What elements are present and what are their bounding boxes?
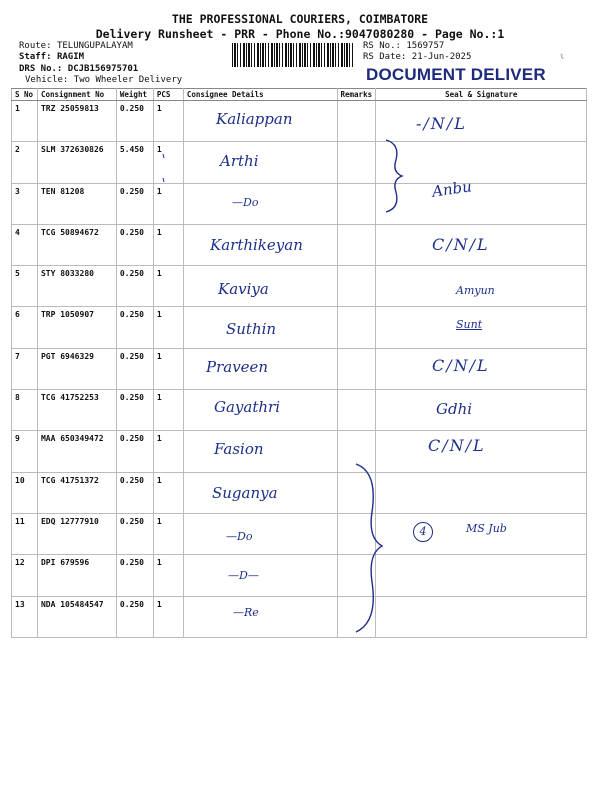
handwritten-signature: Amyun [456, 284, 495, 297]
vehicle-value: Two Wheeler Delivery [73, 75, 183, 85]
cell-consignee [183, 596, 337, 637]
drs-line: DRS No.: DCJB156975701 [19, 64, 139, 74]
company-title: THE PROFESSIONAL COURIERS, COIMBATORE [171, 12, 429, 26]
cell-consignment: NDA 105484547 [37, 596, 116, 637]
cell-pcs: 1 [153, 183, 183, 224]
col-consignment: Consignment No [37, 89, 116, 101]
cell-sno: 7 [12, 348, 38, 389]
group-brace-icon [380, 138, 410, 213]
cell-pcs: 1 [153, 513, 183, 554]
barcode [232, 43, 354, 67]
cell-consignment: TCG 41752253 [37, 390, 116, 431]
cell-remarks [337, 101, 376, 142]
staff-line: Staff: RAGIM [19, 52, 85, 62]
runsheet-table [11, 88, 587, 638]
cell-consignment: SLM 372630826 [37, 142, 116, 183]
cell-sno: 2 [12, 142, 38, 183]
handwritten-name: —Do [232, 196, 259, 209]
table-row [12, 142, 587, 183]
cell-weight: 0.250 [116, 307, 153, 348]
runsheet-subtitle: Delivery Runsheet - PRR - Phone No.:9047080280 - Page No.:1 [95, 27, 505, 41]
handwritten-name: Suthin [226, 320, 277, 338]
cell-consignee [183, 183, 337, 224]
cell-consignee [183, 142, 337, 183]
rs-no-value: 1569757 [406, 41, 445, 51]
cell-remarks [337, 348, 376, 389]
circled-count: 4 [413, 522, 433, 542]
rs-date-line: RS Date: 21-Jun-2025 [363, 52, 472, 62]
col-pcs: PCS [153, 89, 183, 101]
cell-sno: 8 [12, 390, 38, 431]
handwritten-signature: C/N/L [428, 436, 486, 455]
cell-consignment: MAA 650349472 [37, 431, 116, 472]
handwritten-signature: Anbu [430, 177, 473, 201]
table-header-row [12, 89, 587, 101]
table-row [12, 390, 587, 431]
cell-remarks [337, 266, 376, 307]
corner-scribble: ℓ [558, 51, 566, 62]
handwritten-name: Karthikeyan [210, 236, 303, 254]
cell-pcs: 1 [153, 431, 183, 472]
cell-remarks [337, 390, 376, 431]
cell-sno: 1 [12, 101, 38, 142]
cell-pcs: 1 [153, 224, 183, 265]
handwritten-signature: MS Jub [466, 522, 507, 535]
group-brace-icon [352, 462, 387, 634]
cell-weight: 0.250 [116, 224, 153, 265]
tick-mark-icon [161, 150, 167, 190]
table-row [12, 307, 587, 348]
cell-sno: 9 [12, 431, 38, 472]
col-sno: S No [12, 89, 38, 101]
cell-pcs: 1 [153, 596, 183, 637]
cell-remarks [337, 142, 376, 183]
col-remarks: Remarks [337, 89, 376, 101]
cell-sno: 6 [12, 307, 38, 348]
route-value: TELUNGUPALAYAM [56, 41, 133, 51]
cell-weight: 0.250 [116, 348, 153, 389]
cell-weight: 0.250 [116, 431, 153, 472]
cell-signature [376, 472, 587, 513]
cell-pcs: 1 [153, 390, 183, 431]
drs-value: DCJB156975701 [67, 64, 139, 74]
cell-weight: 0.250 [116, 596, 153, 637]
table-row [12, 431, 587, 472]
cell-consignee [183, 513, 337, 554]
cell-sno: 5 [12, 266, 38, 307]
cell-sno: 12 [12, 555, 38, 596]
rs-no-line: RS No.: 1569757 [363, 41, 445, 51]
handwritten-signature: -/N/L [416, 114, 467, 133]
handwritten-name: Praveen [206, 358, 269, 376]
cell-remarks [337, 183, 376, 224]
cell-sno: 10 [12, 472, 38, 513]
handwritten-name: —Re [233, 606, 259, 619]
table-row [12, 472, 587, 513]
cell-consignee [183, 555, 337, 596]
handwritten-signature: C/N/L [432, 356, 490, 375]
cell-sno: 11 [12, 513, 38, 554]
cell-weight: 0.250 [116, 472, 153, 513]
col-seal-signature: Seal & Signature [376, 89, 587, 101]
cell-consignment: EDQ 12777910 [37, 513, 116, 554]
handwritten-name: Fasion [214, 440, 264, 458]
cell-consignment: STY 8033280 [37, 266, 116, 307]
rs-date-value: 21-Jun-2025 [411, 52, 472, 62]
cell-consignment: TRP 1050907 [37, 307, 116, 348]
col-weight: Weight [116, 89, 153, 101]
vehicle-line: Vehicle: Two Wheeler Delivery [25, 75, 183, 85]
handwritten-name: Gayathri [214, 398, 280, 416]
cell-consignment: DPI 679596 [37, 555, 116, 596]
handwritten-signature: C/N/L [432, 235, 490, 254]
cell-weight: 0.250 [116, 266, 153, 307]
cell-weight: 0.250 [116, 513, 153, 554]
cell-pcs: 1 [153, 307, 183, 348]
cell-consignment: TCG 50894672 [37, 224, 116, 265]
cell-consignment: PGT 6946329 [37, 348, 116, 389]
handwritten-name: —D— [228, 569, 259, 582]
cell-pcs: 1 [153, 101, 183, 142]
cell-pcs: 1 [153, 266, 183, 307]
cell-remarks [337, 224, 376, 265]
cell-pcs: 1 [153, 348, 183, 389]
handwritten-name: Kaviya [218, 280, 269, 298]
cell-sno: 13 [12, 596, 38, 637]
cell-pcs: 1 [153, 472, 183, 513]
table-row [12, 183, 587, 224]
cell-weight: 0.250 [116, 555, 153, 596]
cell-weight: 0.250 [116, 183, 153, 224]
document-delivery-stamp: DOCUMENT DELIVER [366, 65, 546, 84]
cell-consignment: TRZ 25059813 [37, 101, 116, 142]
handwritten-signature: Gdhi [436, 400, 473, 418]
route-line: Route: TELUNGUPALAYAM [19, 41, 133, 51]
cell-consignment: TCG 41751372 [37, 472, 116, 513]
cell-sno: 4 [12, 224, 38, 265]
cell-weight: 0.250 [116, 390, 153, 431]
cell-pcs: 1 [153, 555, 183, 596]
cell-signature [376, 555, 587, 596]
handwritten-name: Kaliappan [216, 110, 293, 128]
handwritten-signature: Sunt [456, 318, 483, 331]
staff-value: RAGIM [56, 52, 85, 62]
cell-signature [376, 390, 587, 431]
cell-sno: 3 [12, 183, 38, 224]
cell-consignment: TEN 81208 [37, 183, 116, 224]
col-consignee: Consignee Details [183, 89, 337, 101]
table-row [12, 101, 587, 142]
handwritten-name: Arthi [220, 152, 259, 170]
table-row [12, 266, 587, 307]
cell-weight: 5.450 [116, 142, 153, 183]
cell-remarks [337, 307, 376, 348]
table-row [12, 596, 587, 637]
handwritten-name: Suganya [212, 484, 278, 502]
cell-weight: 0.250 [116, 101, 153, 142]
table-row [12, 348, 587, 389]
handwritten-name: —Do [226, 530, 253, 543]
table-row [12, 555, 587, 596]
cell-signature [376, 101, 587, 142]
cell-pcs: 1 [153, 142, 183, 183]
cell-signature [376, 596, 587, 637]
